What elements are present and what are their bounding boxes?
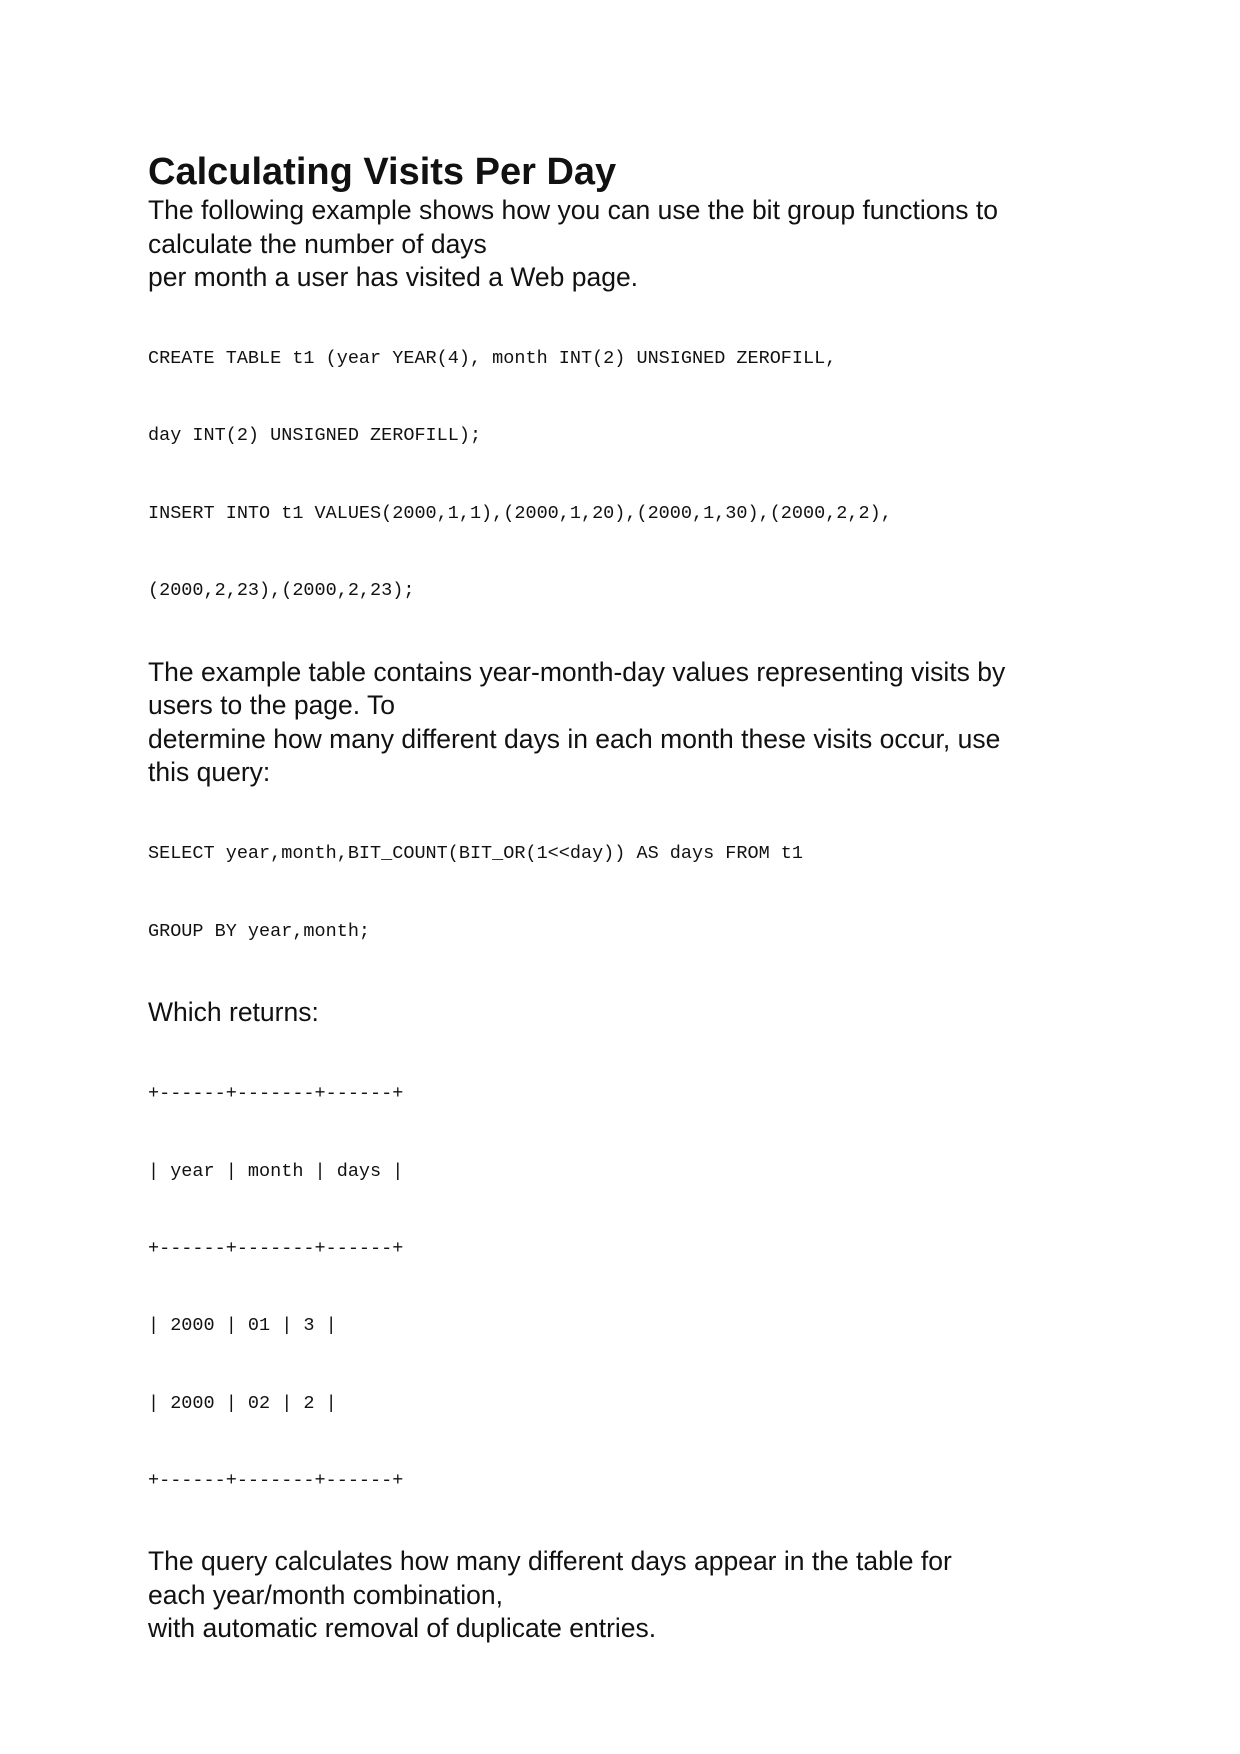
explanation-line: users to the page. To [148,690,396,721]
intro-paragraph [148,194,1108,295]
code-line: INSERT INTO t1 VALUES(2000,1,1),(2000,1,20),(2000,1,30),(2000,2,2), [148,502,892,524]
code-line: day INT(2) UNSIGNED ZEROFILL); [148,425,482,447]
code-line: (2000,2,23),(2000,2,23); [148,580,415,602]
conclusion-line: each year/month combination, [148,1579,504,1610]
table-row: | 2000 | 02 | 2 | [148,1392,337,1414]
intro-line: per month a user has visited a Web page. [148,262,639,292]
create-table-code [148,295,1108,656]
returns-label: Which returns: [148,997,319,1028]
select-query-code [148,790,1108,996]
table-border-line: +------+-------+------+ [148,1083,404,1105]
intro-line: calculate the number of days [148,228,487,259]
table-header-row: | year | month | days | [148,1160,404,1182]
explanation-line: The example table contains year-month-day values representing visits by [148,656,1006,687]
page-title: Calculating Visits Per Day [148,151,617,193]
conclusion-paragraph [148,1545,1108,1646]
intro-line: The following example shows how you can use the bit group functions to [148,195,998,225]
conclusion-line: with automatic removal of duplicate entries. [148,1613,657,1644]
result-table [148,1030,1108,1546]
document-page [148,148,1108,1646]
explanation-line: determine how many different days in each month these visits occur, use [148,723,1001,754]
table-border-line: +------+-------+------+ [148,1470,404,1492]
code-line: CREATE TABLE t1 (year YEAR(4), month INT(2) UNSIGNED ZEROFILL, [148,348,837,370]
explanation-paragraph [148,656,1108,790]
table-border-line: +------+-------+------+ [148,1237,404,1259]
table-row: | 2000 | 01 | 3 | [148,1315,337,1337]
conclusion-line: The query calculates how many different days appear in the table for [148,1546,952,1577]
explanation-line: this query: [148,757,271,788]
code-line: GROUP BY year,month; [148,920,371,942]
code-line: SELECT year,month,BIT_COUNT(BIT_OR(1<<day)) AS days FROM t1 [148,843,804,865]
